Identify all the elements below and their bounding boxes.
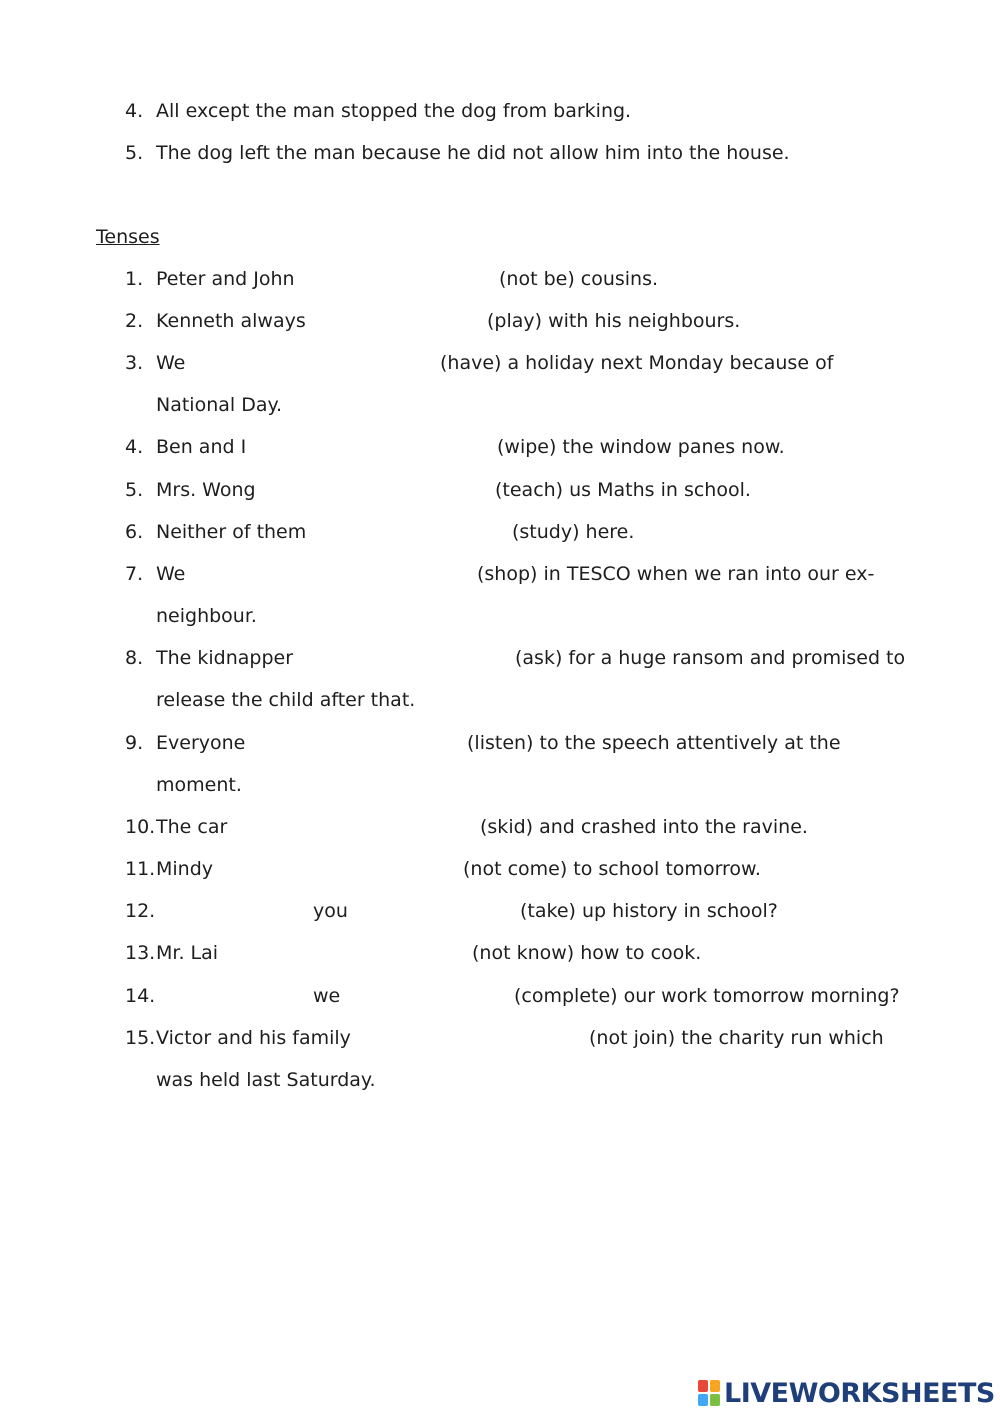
item-number: 5. bbox=[125, 142, 144, 164]
question-number: 4. bbox=[125, 436, 144, 458]
question-subject: The kidnapper bbox=[156, 647, 294, 669]
answer-blank[interactable] bbox=[350, 982, 507, 1008]
question-number: 13. bbox=[125, 942, 156, 964]
question-subject: Peter and John bbox=[156, 268, 295, 290]
question-number: 9. bbox=[125, 732, 144, 754]
question-rest: (shop) in TESCO when we ran into our ex- bbox=[477, 563, 875, 585]
question-subject: Mindy bbox=[156, 858, 214, 880]
logo-square bbox=[710, 1394, 720, 1406]
question-number: 5. bbox=[125, 479, 144, 501]
logo-mark-icon bbox=[698, 1380, 720, 1406]
question-rest: (have) a holiday next Monday because of bbox=[440, 352, 834, 374]
answer-blank[interactable] bbox=[222, 855, 456, 881]
question-rest: (take) up history in school? bbox=[520, 900, 778, 922]
question-subject: We bbox=[156, 563, 186, 585]
answer-blank[interactable] bbox=[305, 307, 480, 333]
question-continuation: National Day. bbox=[156, 394, 283, 416]
answer-blank[interactable] bbox=[200, 349, 432, 375]
statement-text: All except the man stopped the dog from barking. bbox=[156, 100, 632, 122]
question-rest: (ask) for a huge ransom and promised to bbox=[515, 647, 906, 669]
question-number: 8. bbox=[125, 647, 144, 669]
answer-blank[interactable] bbox=[232, 939, 465, 965]
question-rest: (not know) how to cook. bbox=[472, 942, 702, 964]
answer-blank[interactable] bbox=[360, 1024, 582, 1050]
question-subject: Victor and his family bbox=[156, 1027, 351, 1049]
answer-blank[interactable] bbox=[330, 265, 490, 291]
question-continuation: neighbour. bbox=[156, 605, 257, 627]
question-rest: (skid) and crashed into the ravine. bbox=[480, 816, 808, 838]
answer-blank[interactable] bbox=[156, 897, 306, 923]
question-subject: We bbox=[156, 352, 186, 374]
answer-blank[interactable] bbox=[240, 813, 472, 839]
logo-square bbox=[698, 1380, 708, 1392]
question-subject: Ben and I bbox=[156, 436, 247, 458]
answer-blank[interactable] bbox=[156, 982, 306, 1008]
question-rest: (not be) cousins. bbox=[499, 268, 659, 290]
question-rest: (play) with his neighbours. bbox=[487, 310, 741, 332]
answer-blank[interactable] bbox=[265, 476, 487, 502]
answer-blank[interactable] bbox=[255, 433, 490, 459]
question-subject: Everyone bbox=[156, 732, 246, 754]
question-number: 2. bbox=[125, 310, 144, 332]
question-continuation: release the child after that. bbox=[156, 689, 416, 711]
question-rest: (study) here. bbox=[512, 521, 635, 543]
question-subject: Neither of them bbox=[156, 521, 307, 543]
question-subject: Kenneth always bbox=[156, 310, 306, 332]
logo-text: LIVEWORKSHEETS bbox=[724, 1377, 995, 1409]
question-rest: (not join) the charity run which bbox=[589, 1027, 884, 1049]
question-rest: (complete) our work tomorrow morning? bbox=[514, 985, 900, 1007]
question-subject: Mr. Lai bbox=[156, 942, 219, 964]
answer-blank[interactable] bbox=[320, 518, 505, 544]
question-number: 7. bbox=[125, 563, 144, 585]
answer-blank[interactable] bbox=[200, 560, 470, 586]
question-continuation: moment. bbox=[156, 774, 242, 796]
liveworksheets-logo bbox=[698, 1378, 995, 1408]
question-continuation: was held last Saturday. bbox=[156, 1069, 376, 1091]
logo-square bbox=[710, 1380, 720, 1392]
question-number: 11. bbox=[125, 858, 156, 880]
question-rest: (not come) to school tomorrow. bbox=[463, 858, 761, 880]
statement-text: The dog left the man because he did not allow him into the house. bbox=[156, 142, 790, 164]
question-subject: we bbox=[313, 985, 341, 1007]
question-rest: (listen) to the speech attentively at the bbox=[467, 732, 841, 754]
item-number: 4. bbox=[125, 100, 144, 122]
question-subject: you bbox=[313, 900, 348, 922]
question-subject: Mrs. Wong bbox=[156, 479, 256, 501]
question-rest: (wipe) the window panes now. bbox=[497, 436, 785, 458]
question-number: 3. bbox=[125, 352, 144, 374]
question-number: 10. bbox=[125, 816, 156, 838]
question-number: 6. bbox=[125, 521, 144, 543]
answer-blank[interactable] bbox=[250, 729, 460, 755]
section-heading-tenses: Tenses bbox=[96, 226, 160, 248]
question-number: 12. bbox=[125, 900, 156, 922]
question-number: 1. bbox=[125, 268, 144, 290]
question-rest: (teach) us Maths in school. bbox=[495, 479, 751, 501]
question-number: 15. bbox=[125, 1027, 156, 1049]
logo-square bbox=[698, 1394, 708, 1406]
answer-blank[interactable] bbox=[355, 897, 513, 923]
question-subject: The car bbox=[156, 816, 228, 838]
answer-blank[interactable] bbox=[300, 644, 508, 670]
question-number: 14. bbox=[125, 985, 156, 1007]
